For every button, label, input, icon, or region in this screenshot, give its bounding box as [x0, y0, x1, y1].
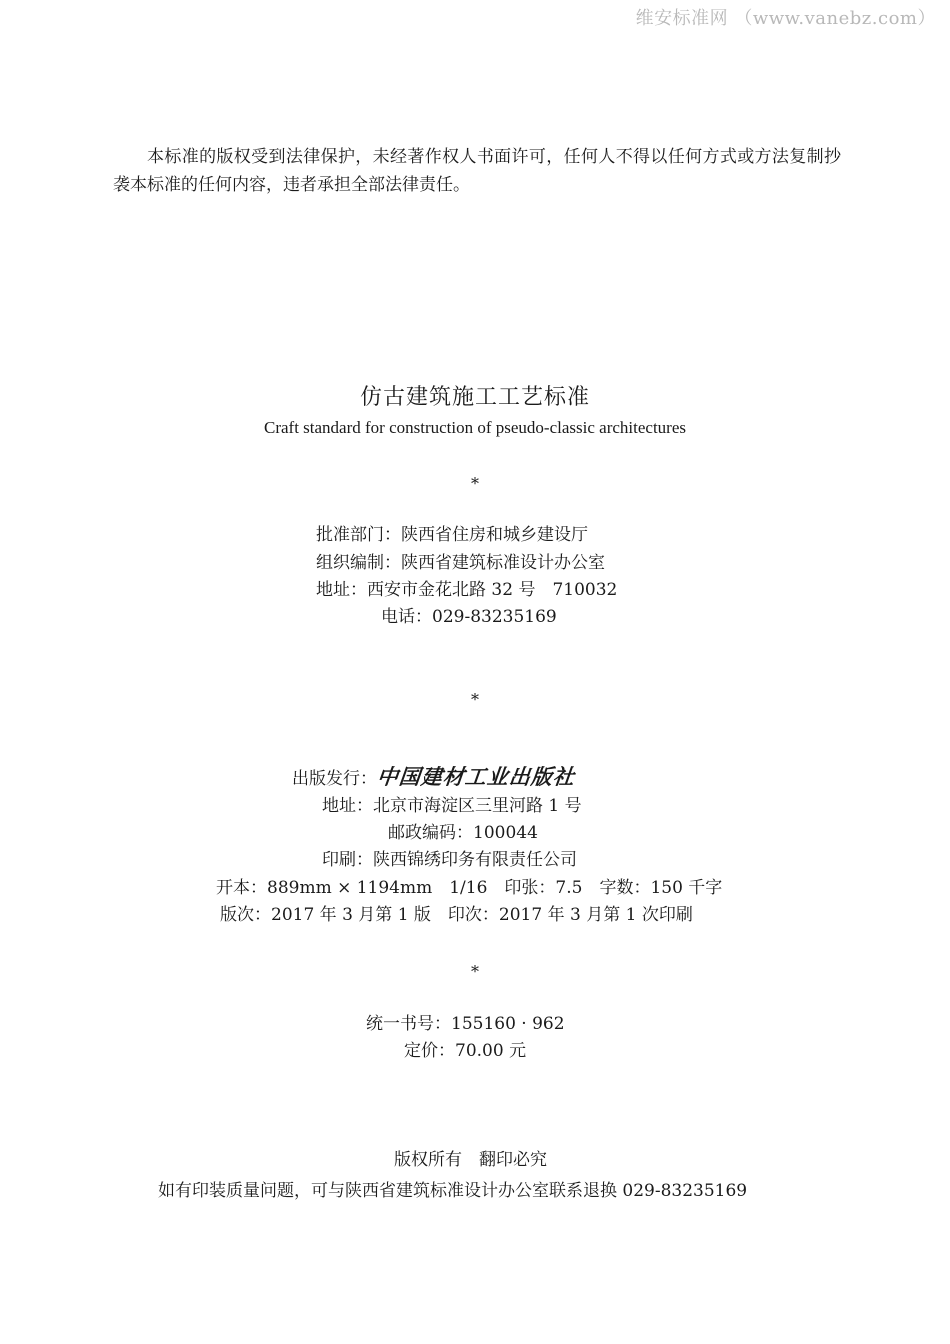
publisher-label: 出版发行：: [292, 769, 377, 789]
separator-star-3: *: [471, 962, 479, 981]
title-english: Craft standard for construction of pseudo-classic architectures: [263, 418, 686, 437]
separator-star-2: *: [471, 690, 479, 709]
publisher-logo: 中国建材工业出版社: [375, 764, 577, 789]
printer: 印刷：陕西锦绣印务有限责任公司: [322, 850, 577, 870]
publisher-line: [292, 764, 577, 789]
quality-contact: 如有印装质量问题，可与陕西省建筑标准设计办公室联系退换 029-83235169: [158, 1181, 748, 1201]
publisher-address: 地址：北京市海淀区三里河路 1 号: [322, 796, 582, 816]
copyright-notice: 本标准的版权受到法律保护，未经著作权人书面许可，任何人不得以任何方式或方法复制抄袭本标准的任何内容，违者承担全部法律责任。: [113, 147, 841, 195]
approval-phone: 电话：029-83235169: [381, 607, 557, 627]
rights-reserved: 版权所有 翻印必究: [394, 1150, 547, 1170]
price: 定价：70.00 元: [404, 1041, 527, 1061]
separator-star-1: *: [471, 474, 479, 493]
watermark: 维安标准网 （www.vanebz.com）: [635, 8, 936, 29]
unified-book-number: 统一书号：155160 · 962: [366, 1014, 565, 1034]
edition-info: 版次：2017 年 3 月第 1 版 印次：2017 年 3 月第 1 次印刷: [220, 905, 693, 925]
approval-address: 地址：西安市金花北路 32 号 710032: [316, 580, 618, 600]
compiling-organization: 组织编制：陕西省建筑标准设计办公室: [316, 553, 605, 573]
title-chinese: 仿古建筑施工工艺标准: [359, 385, 590, 410]
book-format: 开本：889mm × 1194mm 1/16 印张：7.5 字数：150 千字: [216, 878, 723, 898]
approval-department: 批准部门：陕西省住房和城乡建设厅: [316, 525, 588, 545]
postal-code: 邮政编码：100044: [388, 823, 538, 843]
